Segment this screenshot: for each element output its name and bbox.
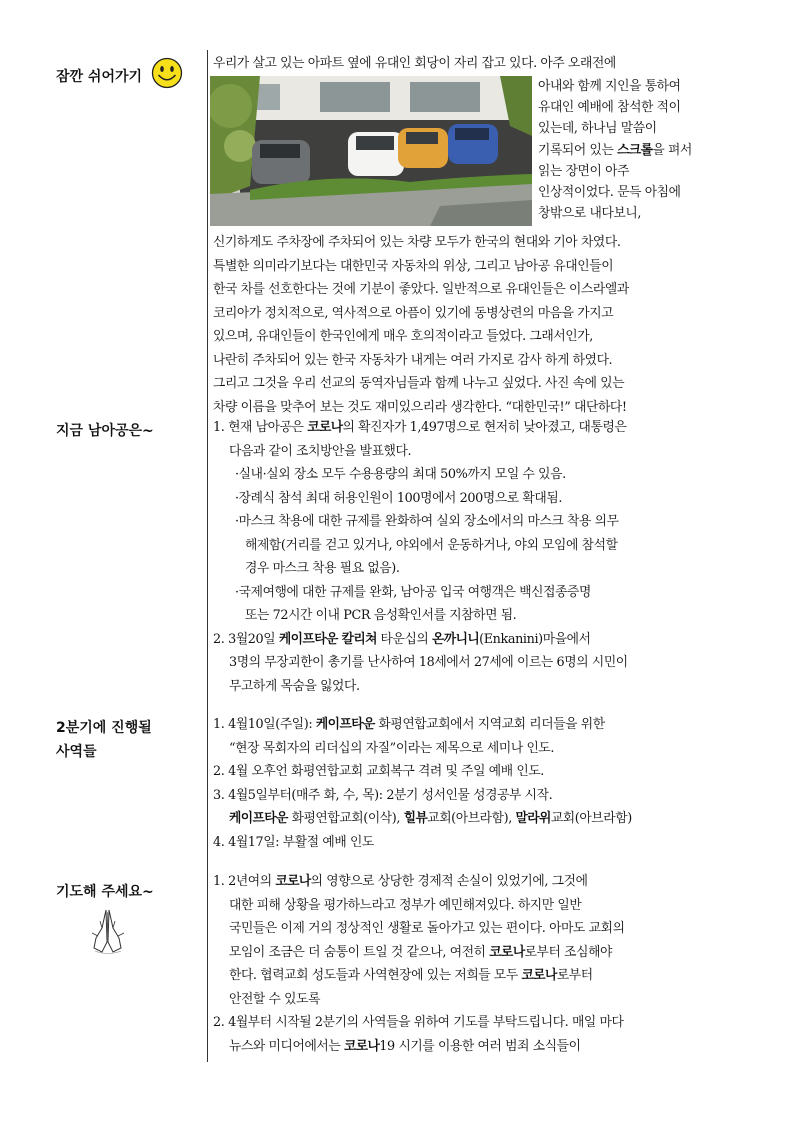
list-item: 1. 4월10일(주일): 케이프타운 화평연합교회에서 지역교회 리더들을 위한 bbox=[213, 717, 605, 732]
intro-wrap-text bbox=[538, 76, 692, 224]
list-item: 2. 3월20일 케이프타운 칼리쳐 타운십의 온까니니(Enkanini)마을에서 bbox=[213, 631, 591, 647]
list-item-cont: 안전할 수 있도록 bbox=[229, 991, 321, 1007]
bold-term: 코로나 bbox=[275, 874, 311, 889]
bullet-cont: 경우 마스크 착용 필요 없음). bbox=[245, 561, 400, 576]
intro-line: 그리고 그것을 우리 선교의 동역자님들과 함께 나누고 싶었다. 사진 속에 있는 bbox=[213, 376, 625, 391]
intro-line: 차량 이름을 맞추어 보는 것도 재미있으리라 생각한다. “대한민국!” 대단하다! bbox=[213, 399, 627, 415]
section-title-pray: 기도해 주세요~ bbox=[56, 884, 154, 900]
pray-section bbox=[213, 870, 739, 1058]
parking-lot-photo bbox=[210, 76, 532, 226]
bold-term: 스크롤 bbox=[617, 142, 653, 158]
bold-term: 코로나 bbox=[344, 1038, 380, 1054]
bullet-cont: 또는 72시간 이내 PCR 음성확인서를 지참하면 됨. bbox=[245, 608, 517, 623]
intro-right-line: 기록되어 있는 스크롤을 펴서 bbox=[538, 142, 692, 158]
list-item-cont: 대한 피해 상황을 평가하느라고 정부가 예민해져있다. 하지만 일반 bbox=[229, 897, 582, 913]
list-item: 2. 4월부터 시작될 2분기의 사역들을 위하여 기도를 부탁드립니다. 매일 마다 bbox=[213, 1015, 624, 1030]
bold-term: 힐뷰 bbox=[403, 811, 428, 826]
intro-right-line: 유대인 예배에 참석한 적이 bbox=[538, 100, 681, 116]
intro-line: 한국 차를 선호한다는 것에 기분이 좋았다. 일반적으로 유대인들은 이스라엘과 bbox=[213, 282, 629, 297]
intro-line: 코리아가 정치적으로, 역사적으로 아픔이 있기에 동병상련의 마음을 가지고 bbox=[213, 305, 614, 321]
intro-line: 특별한 의미라기보다는 대한민국 자동차의 위상, 그리고 남아공 유대인들이 bbox=[213, 258, 614, 274]
list-item-cont: 국민들은 이제 거의 정상적인 생활로 돌아가고 있는 편이다. 아마도 교회의 bbox=[229, 921, 625, 936]
bold-term: 온까니니 bbox=[432, 631, 480, 647]
list-item: 2. 4월 오후언 화평연합교회 교회복구 격려 및 주일 예배 인도. bbox=[213, 764, 544, 779]
list-item: 1. 현재 남아공은 코로나의 확진자가 1,497명으로 현저히 낮아졌고, 대통령은 bbox=[213, 420, 627, 435]
intro-body bbox=[213, 231, 739, 419]
smiley-icon bbox=[151, 57, 183, 97]
intro-right-line: 있는데, 하나님 말씀이 bbox=[538, 121, 657, 137]
q2-section bbox=[213, 713, 739, 854]
list-item-cont: 3명의 무장괴한이 총기를 난사하여 18세에서 27세에 이르는 6명의 시민이 bbox=[229, 655, 628, 670]
bullet-item: ·실내·실외 장소 모두 수용용량의 최대 50%까지 모일 수 있음. bbox=[235, 467, 566, 482]
list-item-cont: 무고하게 목숨을 잃었다. bbox=[229, 678, 360, 694]
bold-term: 코로나 bbox=[307, 420, 343, 435]
intro-right-line: 읽는 장면이 아주 bbox=[538, 163, 630, 179]
intro-first-line bbox=[213, 52, 739, 76]
list-item: 4. 4월17일: 부활절 예배 인도 bbox=[213, 834, 374, 850]
section-title-q2-line2: 사역들 bbox=[56, 744, 97, 760]
bullet-item: ·장례식 참석 최대 허용인원이 100명에서 200명으로 확대됨. bbox=[235, 490, 562, 506]
list-item-cont: 모임이 조금은 더 숨통이 트일 것 같으나, 여전히 코로나로부터 조심해야 bbox=[229, 944, 612, 960]
intro-line: 나란히 주차되어 있는 한국 자동차가 내게는 여러 가지로 감사 하게 하였다. bbox=[213, 352, 613, 368]
intro-line: 신기하게도 주차장에 주차되어 있는 차량 모두가 한국의 현대와 기아 차였다. bbox=[213, 235, 621, 250]
section-label-break bbox=[56, 57, 183, 97]
list-item-cont: 케이프타운 화평연합교회(이삭), 힐뷰교회(아브라함), 말라위교회(아브라함) bbox=[229, 811, 632, 826]
section-label-q2 bbox=[56, 716, 152, 764]
praying-hands-icon bbox=[86, 906, 154, 964]
bold-term: 코로나 bbox=[489, 944, 525, 960]
list-item-cont: 다음과 같이 조치방안을 발표했다. bbox=[229, 443, 412, 459]
bold-term: 케이프타운 칼리쳐 bbox=[278, 631, 377, 647]
bullet-cont: 해제함(거리를 걷고 있거나, 야외에서 운동하거나, 야외 모임에 참석할 bbox=[245, 537, 618, 553]
section-title-q2-line1: 2분기에 진행될 bbox=[56, 720, 152, 736]
section-label-pray bbox=[56, 880, 154, 964]
bullet-item: ·국제여행에 대한 규제를 완화, 남아공 입국 여행객은 백신접종증명 bbox=[235, 584, 591, 600]
section-label-now bbox=[56, 419, 154, 443]
column-divider bbox=[207, 50, 208, 1062]
bold-term: 말라위 bbox=[515, 811, 551, 826]
list-item-cont: 뉴스와 미디어에서는 코로나19 시기를 이용한 여러 범죄 소식들이 bbox=[229, 1038, 581, 1054]
section-title-break: 잠깐 쉬어가기 bbox=[56, 69, 143, 85]
list-item-cont: “현장 목회자의 리더십의 자질”이라는 제목으로 세미나 인도. bbox=[229, 740, 555, 756]
list-item-cont: 한다. 협력교회 성도들과 사역현장에 있는 저희들 모두 코로나로부터 bbox=[229, 968, 593, 983]
list-item: 3. 4월5일부터(매주 화, 수, 목): 2분기 성서인물 성경공부 시작. bbox=[213, 787, 553, 803]
section-title-now: 지금 남아공은~ bbox=[56, 423, 154, 439]
intro-right-line: 아내와 함께 지인을 통하여 bbox=[538, 79, 681, 94]
list-item: 1. 2년여의 코로나의 영향으로 상당한 경제적 손실이 있었기에, 그것에 bbox=[213, 874, 588, 889]
bold-term: 케이프타운 bbox=[315, 717, 375, 732]
bold-term: 케이프타운 bbox=[229, 811, 288, 826]
intro-right-line: 인상적이었다. 문득 아침에 bbox=[538, 185, 681, 201]
bullet-item: ·마스크 착용에 대한 규제를 완화하여 실외 장소에서의 마스크 착용 의무 bbox=[235, 514, 619, 529]
intro-line: 우리가 살고 있는 아파트 옆에 유대인 회당이 자리 잡고 있다. 아주 오래전에 bbox=[213, 56, 616, 71]
intro-right-line: 창밖으로 내다보니, bbox=[538, 206, 642, 222]
intro-line: 있으며, 유대인들이 한국인에게 매우 호의적이라고 들었다. 그래서인가, bbox=[213, 329, 593, 344]
now-section bbox=[213, 416, 739, 698]
bold-term: 코로나 bbox=[521, 968, 557, 983]
